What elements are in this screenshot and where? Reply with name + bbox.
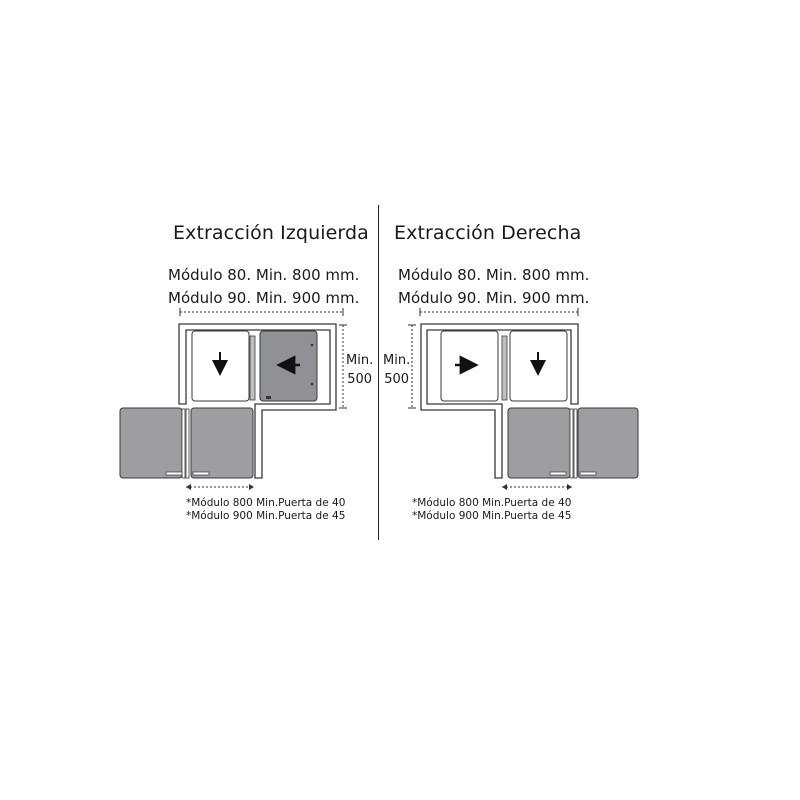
right-note-1: *Módulo 800 Min.Puerta de 40 xyxy=(412,497,572,509)
right-depth-label-min: Min. xyxy=(383,353,411,368)
left-inner-door xyxy=(191,408,253,478)
right-cabinet xyxy=(408,308,638,490)
right-note-2: *Módulo 900 Min.Puerta de 45 xyxy=(412,510,572,522)
left-title: Extracción Izquierda xyxy=(173,222,369,244)
right-inner-door xyxy=(508,408,570,478)
left-depth-label-value: 500 xyxy=(347,372,373,387)
left-note-2: *Módulo 900 Min.Puerta de 45 xyxy=(186,510,346,522)
right-depth-label-value: 500 xyxy=(384,372,410,387)
left-cabinet xyxy=(120,308,347,490)
left-note-1: *Módulo 800 Min.Puerta de 40 xyxy=(186,497,346,509)
left-spec-line-2: Módulo 90. Min. 900 mm. xyxy=(168,289,360,307)
right-title: Extracción Derecha xyxy=(394,222,582,244)
left-depth-label-min: Min. xyxy=(346,353,374,368)
left-outer-door xyxy=(120,408,182,478)
right-spec-line-2: Módulo 90. Min. 900 mm. xyxy=(398,289,590,307)
right-outer-door xyxy=(578,408,638,478)
left-spec-line-1: Módulo 80. Min. 800 mm. xyxy=(168,266,360,284)
right-spec-line-1: Módulo 80. Min. 800 mm. xyxy=(398,266,590,284)
